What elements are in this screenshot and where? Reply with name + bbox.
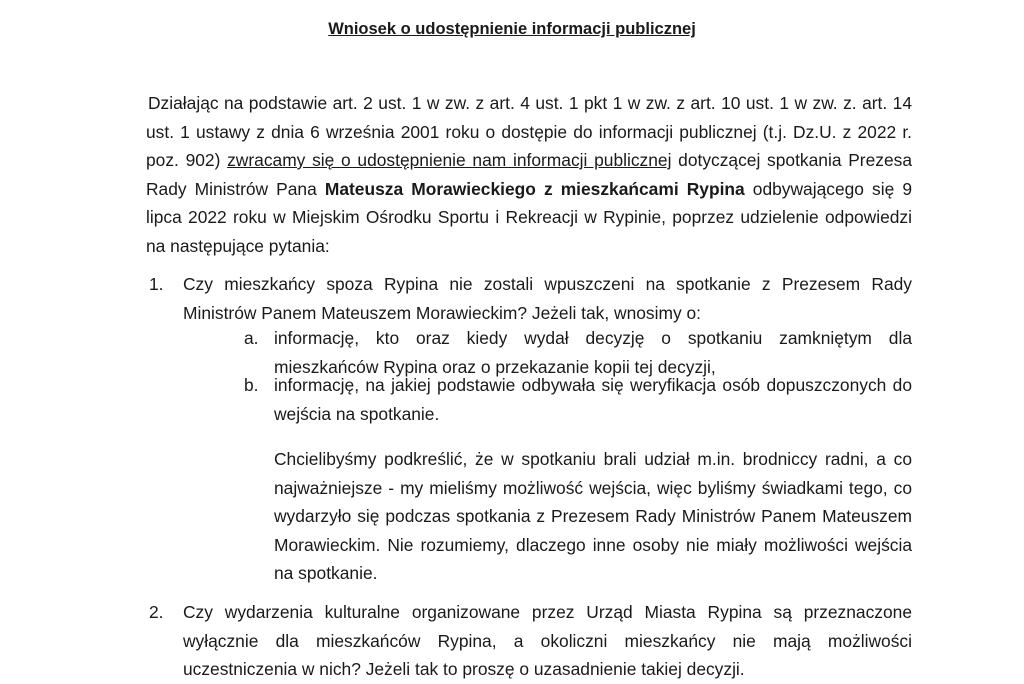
document-title: Wniosek o udostępnienie informacji publicznej — [328, 20, 696, 38]
question-number: 2. — [149, 602, 164, 622]
intro-text-1: Działając na podstawie art. 2 ust. 1 w zw. z art. 4 ust. 1 pkt 1 w zw. z art. 10 ust. 1 w zw. z. art. 14 ust. 1 ustawy z dnia 6 września 2001 roku o dostępie do informacji publicznej (t.j. Dz.U. z 2022 r. poz. 902) — [146, 93, 912, 170]
question-number: 1. — [149, 274, 164, 294]
intro-paragraph — [146, 89, 912, 260]
intro-text-3: odbywającego się 9 lipca 2022 roku w Miejskim Ośrodku Sportu i Rekreacji w Rypinie, poprzez udzielenie odpowiedzi na następujące pytania: — [146, 178, 912, 256]
sub-item-text: informację, kto oraz kiedy wydał decyzję o spotkaniu zamkniętym dla mieszkańców Rypina oraz o przekazanie kopii tej decyzji, — [274, 328, 912, 377]
question-text: Czy wydarzenia kulturalne organizowane przez Urząd Miasta Rypina są przeznaczone wyłącznie dla mieszkańców Rypina, a okoliczni mieszkańcy nie mają możliwości uczestniczenia w nich? Jeżeli tak to proszę o uzasadnienie takiej decyzji. — [183, 602, 912, 679]
intro-text-2: dotyczącej spotkania Prezesa Rady Ministrów Pana — [146, 150, 913, 199]
question-text: Czy mieszkańcy spoza Rypina nie zostali wpuszczeni na spotkanie z Prezesem Rady Ministrów Panem Mateuszem Morawieckim? Jeżeli tak, wnosimy o: — [183, 274, 912, 323]
intro-bold: Mateusza Morawieckiego z mieszkańcami Rypina — [324, 178, 745, 199]
intro-underlined: zwracamy się o udostępnienie nam informacji publicznej — [227, 150, 672, 170]
sub-item-text: informację, na jakiej podstawie odbywała się weryfikacja osób dopuszczonych do wejścia na spotkanie. — [274, 375, 912, 424]
sub-item-label: b. — [244, 375, 259, 395]
question-note: Chcielibyśmy podkreślić, że w spotkaniu brali udział m.in. brodniccy radni, a co najważniejsze - my mieliśmy możliwość wejścia, więc byliśmy świadkami tego, co wydarzyło się podczas spotkania z Prezesem Rady Ministrów Panem Mateuszem Morawieckim. Nie rozumiemy, dlaczego inne osoby nie miały możliwości wejścia na spotkanie. — [274, 449, 912, 583]
sub-item-label: a. — [244, 328, 259, 348]
